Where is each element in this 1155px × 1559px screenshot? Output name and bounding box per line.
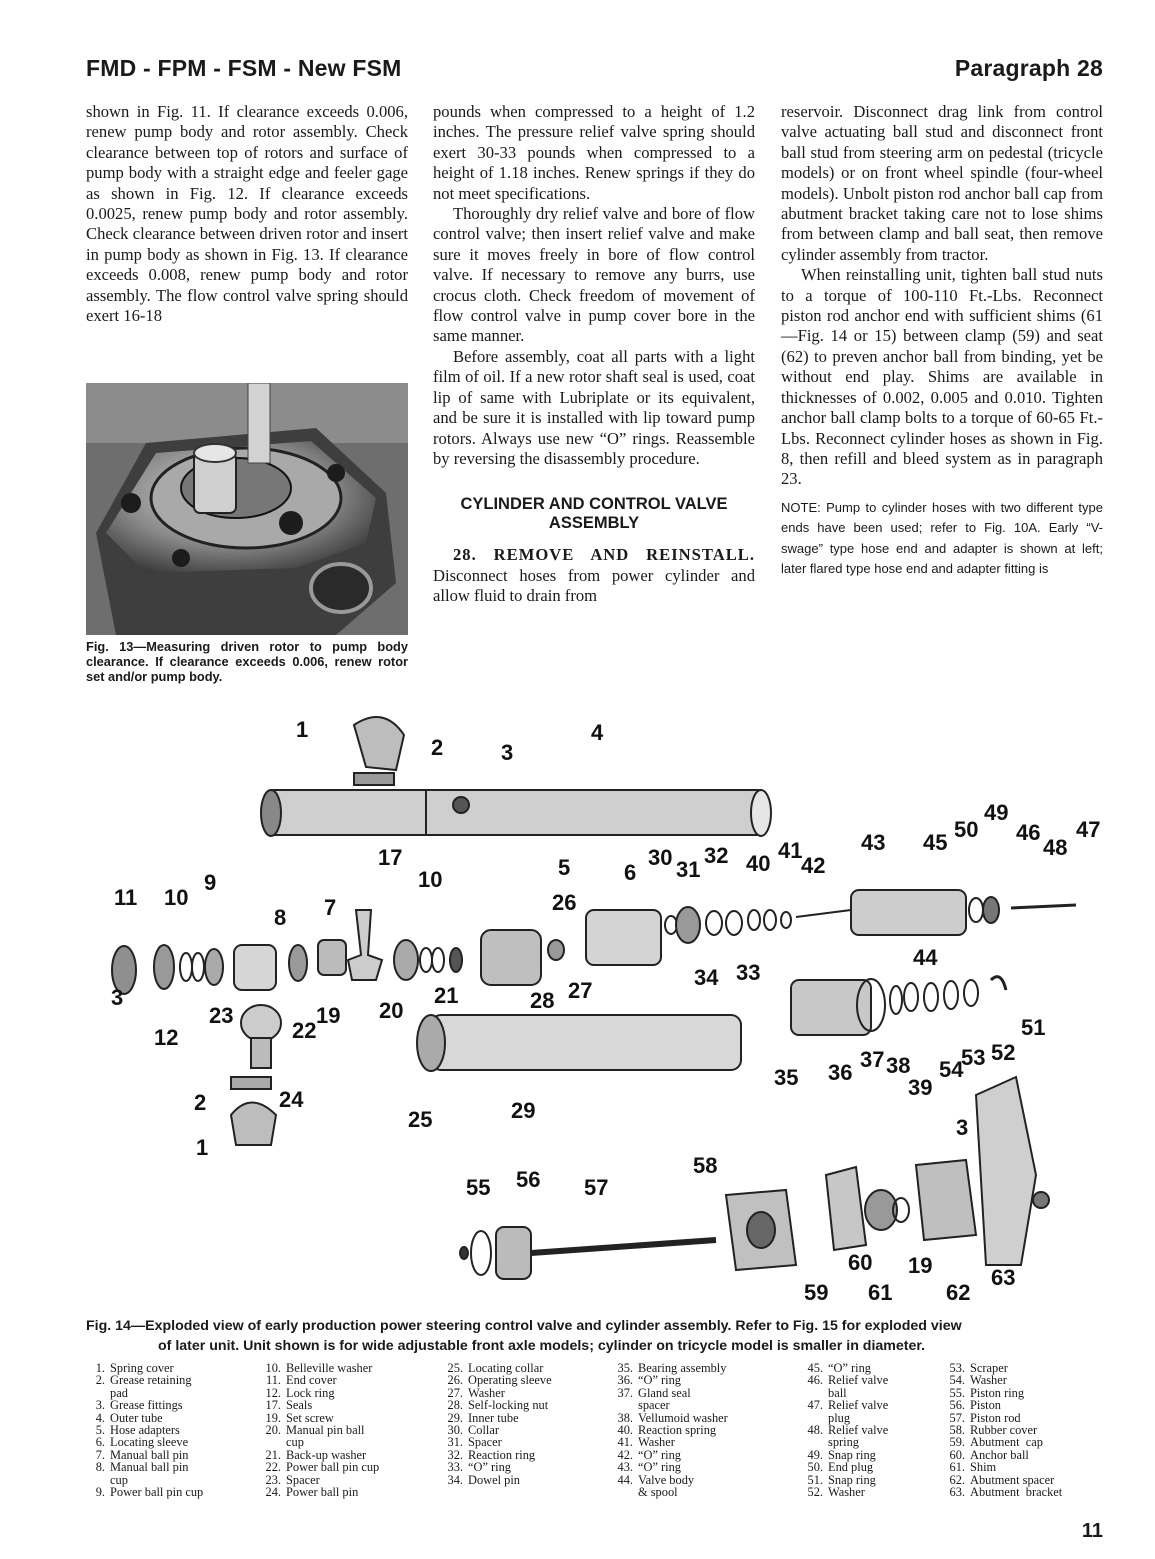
legend-entry-label: Snap ring [828, 1472, 876, 1487]
col2-paragraph-3: Before assembly, coat all parts with a light film of oil. If a new rotor shaft seal is used, coat lip of same with Lubriplate or its equivalent, and be sure it is installed with lip toward pump rotors. Always use new “O” rings. Reassemble by reversing the disassembly procedure. [433, 346, 755, 468]
legend-entry-number: 30. [447, 1423, 463, 1438]
legend-entry-number: 42. [617, 1447, 633, 1462]
legend-entry [262, 1399, 444, 1411]
legend-entry-label: Set screw [286, 1410, 334, 1425]
callout-number: 42 [801, 853, 826, 878]
legend-entry-label: End plug [828, 1460, 874, 1475]
legend-entry-number: 58. [949, 1423, 965, 1438]
legend-entry-number: 5. [95, 1423, 105, 1438]
callout-number: 3 [956, 1115, 969, 1140]
legend-entry-number: 9. [95, 1485, 105, 1500]
legend-entry-label: ball [828, 1385, 847, 1400]
legend-entry [86, 1436, 262, 1448]
legend-entry-number: 20. [265, 1423, 281, 1438]
legend-entry-label: Reaction ring [468, 1447, 536, 1462]
callout-number: 58 [693, 1153, 718, 1178]
callout-number: 9 [204, 870, 217, 895]
callout-number: 22 [292, 1018, 317, 1043]
legend-entry-label: Shim [970, 1460, 997, 1475]
legend-entry-label: Spacer [286, 1472, 320, 1487]
callout-number: 54 [939, 1057, 964, 1082]
callout-number: 32 [704, 843, 729, 868]
legend-column-3 [444, 1362, 614, 1498]
legend-entry-number: 29. [447, 1410, 463, 1425]
legend-entry-label: Washer [638, 1435, 675, 1450]
legend-entry-number: 10. [265, 1361, 281, 1375]
legend-entry-number: 50. [807, 1460, 823, 1475]
legend-entry-number: 47. [807, 1398, 823, 1413]
legend-entry-label: Outer tube [110, 1410, 163, 1425]
legend-entry-number: 2. [95, 1373, 105, 1388]
callout-number: 41 [778, 838, 803, 863]
legend-entry-number: 63. [949, 1485, 965, 1500]
legend-entry-number: 35. [617, 1361, 633, 1375]
legend-entry-number: 8. [95, 1460, 105, 1475]
callout-number: 24 [279, 1087, 304, 1112]
callout-number: 39 [908, 1075, 933, 1100]
legend-entry [614, 1374, 804, 1386]
legend-entry-label: Relief valve [828, 1423, 889, 1438]
legend-column-2 [262, 1362, 444, 1498]
legend-entry-label: pad [110, 1385, 128, 1400]
legend-entry-label: Washer [468, 1385, 505, 1400]
legend-entry [262, 1486, 444, 1498]
legend-entry-label: Manual ball pin [110, 1460, 189, 1475]
legend-entry [804, 1374, 946, 1386]
legend-entry-label: spacer [638, 1398, 670, 1413]
col3-note: NOTE: Pump to cylinder hoses with two different type ends have been used; refer to Fig. 10A. Early “V-swage” type hose end and adapter is shown at left; later flared type hose end and adapter fitting is [781, 499, 1103, 576]
fig13-photo [86, 383, 408, 635]
legend-entry-number: 7. [95, 1447, 105, 1462]
legend-entry-number: 51. [807, 1472, 823, 1487]
legend-entry-label: End cover [286, 1373, 337, 1388]
legend-entry-label: Spring cover [110, 1361, 174, 1375]
legend-entry-label: Grease fittings [110, 1398, 183, 1413]
legend-entry-label: Abutment bracket [970, 1485, 1063, 1500]
legend-entry [614, 1486, 804, 1498]
legend-entry-label: “O” ring [638, 1447, 682, 1462]
callout-number: 33 [736, 960, 761, 985]
callout-number: 57 [584, 1175, 609, 1200]
callout-number: 11 [114, 885, 138, 910]
legend-entry [946, 1461, 1106, 1473]
pump-body-photo-illustration [86, 383, 408, 635]
callout-number: 12 [154, 1025, 179, 1050]
legend-entry-number: 31. [447, 1435, 463, 1450]
running-header-paragraph: Paragraph 28 [954, 55, 1103, 81]
text-column-2 [433, 102, 755, 607]
legend-entry-label: Snap ring [828, 1447, 876, 1462]
legend-entry [614, 1436, 804, 1448]
legend-entry-number: 57. [949, 1410, 965, 1425]
callout-number: 25 [408, 1107, 433, 1132]
legend-entry [444, 1461, 614, 1473]
legend-entry-number: 54. [949, 1373, 965, 1388]
fig13-caption: Fig. 13—Measuring driven rotor to pump body clearance. If clearance exceeds 0.006, renew rotor set and/or pump body. [86, 639, 408, 684]
col3-paragraph-1: reservoir. Disconnect drag link from control valve actuating ball stud and disconnect front ball stud from steering arm on pedestal (tricycle models) or on front wheel spindle (four-wheel models). Unbolt piston rod anchor ball cap from abutment bracket taking care not to lose shims from between clamp and ball seat, then remove cylinder assembly from tractor. [781, 102, 1103, 264]
callout-number: 45 [923, 830, 948, 855]
callout-number: 1 [196, 1135, 209, 1160]
callout-number: 35 [774, 1065, 799, 1090]
col2-paragraph-2: Thoroughly dry relief valve and bore of flow control valve; then insert relief valve and make sure it moves freely in bore of flow control valve. If necessary to remove any burrs, use crocus cloth. Check freedom of movement of flow control valve in pump cover bore in the same manner. [433, 204, 755, 346]
legend-entry [946, 1399, 1106, 1411]
legend-entry-label: Locating collar [468, 1361, 544, 1375]
legend-entry [804, 1486, 946, 1498]
paragraph-28-text: Disconnect hoses from power cylinder and allow fluid to drain from [433, 565, 755, 606]
legend-entry [946, 1486, 1106, 1498]
legend-entry-number: 4. [95, 1410, 105, 1425]
legend-entry-label: & spool [638, 1485, 678, 1500]
legend-entry-number: 41. [617, 1435, 633, 1450]
callout-number: 7 [324, 895, 337, 920]
callout-number: 27 [568, 978, 593, 1003]
legend-entry-label: Spacer [468, 1435, 502, 1450]
legend-entry [86, 1399, 262, 1411]
callout-number: 55 [466, 1175, 491, 1200]
legend-entry-label: Operating sleeve [468, 1373, 552, 1388]
legend-entry-label: Locating sleeve [110, 1435, 189, 1450]
legend-entry-number: 33. [447, 1460, 463, 1475]
callout-number: 43 [861, 830, 886, 855]
fig14-caption [86, 1316, 1106, 1356]
legend-entry-label: Vellumoid washer [638, 1410, 728, 1425]
legend-entry [804, 1399, 946, 1411]
callout-number: 28 [530, 988, 555, 1013]
legend-entry-number: 61. [949, 1460, 965, 1475]
callout-number: 53 [961, 1045, 986, 1070]
legend-entry-number: 24. [265, 1485, 281, 1500]
legend-entry-number: 49. [807, 1447, 823, 1462]
legend-entry [614, 1461, 804, 1473]
legend-entry [946, 1436, 1106, 1448]
legend-entry-label: Relief valve [828, 1398, 889, 1413]
legend-entry [262, 1461, 444, 1473]
legend-entry [804, 1461, 946, 1473]
legend-column-1 [86, 1362, 262, 1498]
legend-entry-number: 6. [95, 1435, 105, 1450]
running-header-models: FMD - FPM - FSM - New FSM [86, 55, 402, 81]
callout-number: 10 [418, 867, 443, 892]
callout-number: 4 [591, 720, 604, 745]
legend-entry-number: 52. [807, 1485, 823, 1500]
legend-entry [614, 1399, 804, 1411]
legend-entry-label: Hose adapters [110, 1423, 180, 1438]
col2-paragraph-4 [433, 545, 755, 606]
callout-number: 10 [164, 885, 189, 910]
legend-entry-number: 25. [447, 1361, 463, 1375]
callout-number: 8 [274, 905, 287, 930]
legend-entry-label: plug [828, 1410, 851, 1425]
legend-entry-number: 12. [265, 1385, 281, 1400]
parts-legend [86, 1362, 1106, 1498]
legend-entry-label: Scraper [970, 1361, 1008, 1375]
text-column-3 [781, 102, 1103, 579]
legend-column-5 [804, 1362, 946, 1498]
legend-entry-number [804, 1436, 823, 1448]
legend-entry [804, 1424, 946, 1436]
legend-entry-number: 19. [265, 1410, 281, 1425]
callout-number: 47 [1076, 817, 1101, 842]
legend-entry-label: cup [286, 1435, 304, 1450]
paragraph-28-title: 28. REMOVE AND REINSTALL. [453, 545, 755, 565]
legend-entry [804, 1449, 946, 1461]
legend-entry-number: 21. [265, 1447, 281, 1462]
legend-entry-number: 28. [447, 1398, 463, 1413]
legend-entry-number: 53. [949, 1361, 965, 1375]
legend-entry-number: 1. [95, 1361, 105, 1375]
legend-entry-number: 44. [617, 1472, 633, 1487]
callout-number: 20 [379, 998, 404, 1023]
legend-entry-number: 62. [949, 1472, 965, 1487]
callout-number: 29 [511, 1098, 536, 1123]
legend-entry-label: Washer [828, 1485, 865, 1500]
section-heading [433, 495, 755, 533]
callout-number: 30 [648, 845, 673, 870]
legend-entry [444, 1436, 614, 1448]
fig14-exploded-diagram [86, 705, 1106, 1310]
legend-entry-label: Belleville washer [286, 1361, 373, 1375]
legend-entry-label: Bearing assembly [638, 1361, 727, 1375]
legend-entry-label: Reaction spring [638, 1423, 717, 1438]
legend-entry-label: Abutment spacer [970, 1472, 1055, 1487]
legend-entry-label: “O” ring [638, 1373, 682, 1388]
callout-number: 63 [991, 1265, 1016, 1290]
legend-entry-number [614, 1486, 633, 1498]
callout-number: 49 [984, 800, 1009, 825]
legend-entry [444, 1399, 614, 1411]
callout-number: 2 [194, 1090, 207, 1115]
legend-entry [444, 1374, 614, 1386]
col1-paragraph-1: shown in Fig. 11. If clearance exceeds 0.006, renew pump body and rotor assembly. Check clearance between top of rotors and surface of pump body with a straight edge and feeler gage as shown in Fig. 12. If clearance exceeds 0.0025, renew pump body and rotor assembly. Check clearance between driven rotor and insert in pump body as shown in Fig. 13. If clearance exceeds 0.008, renew pump body and rotor assembly. The flow control valve spring should exert 16-18 [86, 102, 408, 326]
legend-column-4 [614, 1362, 804, 1498]
callout-number: 6 [624, 860, 637, 885]
legend-entry-label: Manual pin ball [286, 1423, 365, 1438]
legend-entry-number: 23. [265, 1472, 281, 1487]
legend-entry-label: Back-up washer [286, 1447, 367, 1462]
callout-number: 62 [946, 1280, 971, 1305]
legend-entry [444, 1474, 614, 1486]
legend-entry [946, 1374, 1106, 1386]
legend-entry-number: 11. [265, 1373, 281, 1388]
section-heading-line1: CYLINDER AND CONTROL VALVE [460, 495, 728, 514]
callout-number: 17 [378, 845, 403, 870]
fig14-caption-line1: Fig. 14—Exploded view of early production power steering control valve and cylinder assembly. Refer to Fig. 15 for exploded view [86, 1318, 962, 1334]
legend-entry-label: Valve body [638, 1472, 695, 1487]
legend-entry-number: 37. [617, 1385, 633, 1400]
legend-entry-number [614, 1399, 633, 1411]
legend-entry-number: 22. [265, 1460, 281, 1475]
legend-entry-label: Rubber cover [970, 1423, 1038, 1438]
legend-entry-label: spring [828, 1435, 859, 1450]
callout-number: 36 [828, 1060, 853, 1085]
legend-entry-number: 34. [447, 1472, 463, 1487]
legend-entry-label: “O” ring [638, 1460, 682, 1475]
legend-entry-number: 26. [447, 1373, 463, 1388]
legend-entry-number: 32. [447, 1447, 463, 1462]
legend-entry-label: “O” ring [828, 1361, 872, 1375]
legend-entry-number: 38. [617, 1410, 633, 1425]
legend-entry-number: 36. [617, 1373, 633, 1388]
legend-entry-number: 48. [807, 1423, 823, 1438]
legend-entry [262, 1374, 444, 1386]
legend-entry-label: “O” ring [468, 1460, 512, 1475]
legend-entry-label: Washer [970, 1373, 1007, 1388]
callout-number: 46 [1016, 820, 1041, 845]
legend-entry-label: Manual ball pin [110, 1447, 189, 1462]
fig14-caption-line2: of later unit. Unit shown is for wide adjustable front axle models; cylinder on tricycle model is smaller in diameter. [158, 1338, 926, 1354]
legend-entry-label: Gland seal [638, 1385, 691, 1400]
legend-entry-label: Piston [970, 1398, 1001, 1413]
callout-number: 34 [694, 965, 719, 990]
callout-number: 19 [316, 1003, 341, 1028]
legend-entry-label: Inner tube [468, 1410, 519, 1425]
legend-entry-number: 60. [949, 1447, 965, 1462]
legend-entry-label: Power ball pin [286, 1485, 359, 1500]
legend-entry [86, 1486, 262, 1498]
legend-entry-label: Collar [468, 1423, 499, 1438]
legend-entry [86, 1461, 262, 1473]
legend-entry-number: 40. [617, 1423, 633, 1438]
callout-number: 59 [804, 1280, 829, 1305]
callout-number: 50 [954, 817, 979, 842]
legend-entry-label: cup [110, 1472, 128, 1487]
col2-paragraph-1: pounds when compressed to a height of 1.2 inches. The pressure relief valve spring should exert 30-33 pounds when compressed to a height of 1.18 inches. Renew springs if they do not meet specifications. [433, 102, 755, 203]
callout-number: 2 [431, 735, 444, 760]
legend-entry-label: Anchor ball [970, 1447, 1029, 1462]
callout-number: 5 [558, 855, 571, 880]
callout-number: 61 [868, 1280, 893, 1305]
legend-entry-label: Power ball pin cup [286, 1460, 380, 1475]
legend-entry-label: Piston rod [970, 1410, 1021, 1425]
callout-number: 48 [1043, 835, 1068, 860]
legend-entry-number: 55. [949, 1385, 965, 1400]
legend-entry-number: 17. [265, 1398, 281, 1413]
legend-entry-number: 3. [95, 1398, 105, 1413]
legend-entry-number: 43. [617, 1460, 633, 1475]
callout-number: 40 [746, 851, 771, 876]
callout-number: 38 [886, 1053, 911, 1078]
legend-entry-label: Relief valve [828, 1373, 889, 1388]
callout-number: 1 [296, 717, 309, 742]
callout-number: 52 [991, 1040, 1016, 1065]
callout-number: 23 [209, 1003, 234, 1028]
legend-entry-number: 46. [807, 1373, 823, 1388]
legend-entry [804, 1436, 946, 1448]
legend-entry-number: 59. [949, 1435, 965, 1450]
callout-number: 3 [501, 740, 514, 765]
legend-entry-number: 56. [949, 1398, 965, 1413]
legend-column-6 [946, 1362, 1106, 1498]
fig14-drawing [86, 705, 1106, 1310]
callout-number: 56 [516, 1167, 541, 1192]
legend-entry-label: Lock ring [286, 1385, 335, 1400]
section-heading-line2: ASSEMBLY [548, 514, 640, 533]
legend-entry-label: Abutment cap [970, 1435, 1043, 1450]
legend-entry-number: 45. [807, 1361, 823, 1375]
legend-entry-label: Seals [286, 1398, 313, 1413]
legend-entry-label: Power ball pin cup [110, 1485, 204, 1500]
callout-number: 26 [552, 890, 577, 915]
col3-paragraph-2: When reinstalling unit, tighten ball stud nuts to a torque of 100-110 Ft.-Lbs. Reconnect piston rod anchor end with sufficient shims (61—Fig. 14 or 15) between clamp (59) and seat (62) to preven anchor ball from binding, yet be without end play. Shims are available in thicknesses of 0.002, 0.005 and 0.010. Tighten anchor ball clamp bolts to a torque of 60-65 Ft.-Lbs. Reconnect cylinder hoses as shown in Fig. 8, then refill and bleed system as in paragraph 23. [781, 265, 1103, 489]
legend-entry [86, 1374, 262, 1386]
legend-entry [262, 1436, 444, 1448]
legend-entry-label: Piston ring [970, 1385, 1025, 1400]
legend-entry [804, 1474, 946, 1486]
callout-number: 51 [1021, 1015, 1046, 1040]
callout-number: 37 [860, 1047, 885, 1072]
legend-entry-number: 27. [447, 1385, 463, 1400]
page-number: 11 [1081, 1520, 1103, 1542]
legend-entry-label: Grease retaining [110, 1373, 192, 1388]
callout-number: 3 [111, 985, 124, 1010]
callout-number: 44 [913, 945, 938, 970]
legend-entry-label: Self-locking nut [468, 1398, 549, 1413]
callout-number: 21 [434, 983, 459, 1008]
text-column-1 [86, 102, 408, 326]
callout-number: 31 [676, 857, 701, 882]
callout-number: 19 [908, 1253, 933, 1278]
legend-entry-number [262, 1436, 281, 1448]
legend-entry-label: Dowel pin [468, 1472, 520, 1487]
callout-number: 60 [848, 1250, 873, 1275]
